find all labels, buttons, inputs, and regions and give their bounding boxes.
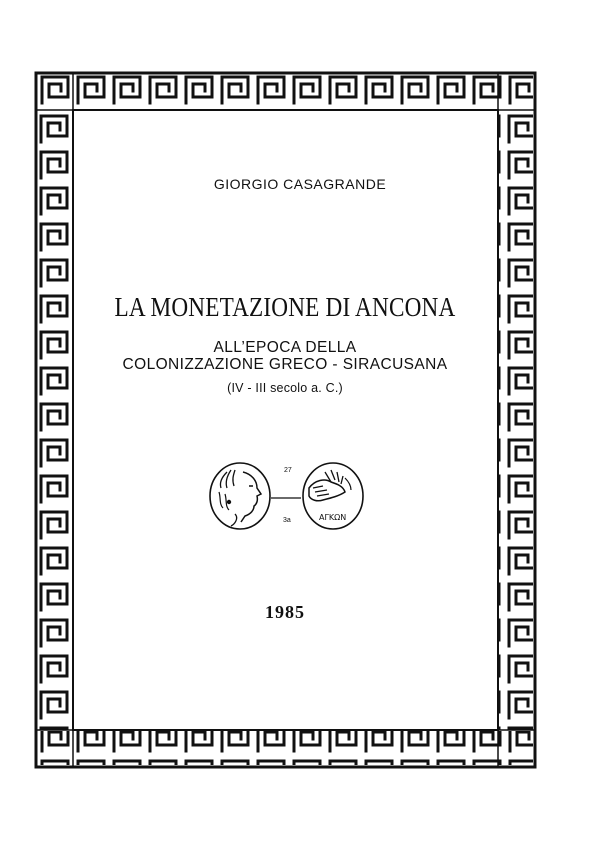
- subtitle-date-range: (IV - III secolo a. C.): [227, 381, 343, 395]
- subtitle-line-1: ALL’EPOCA DELLA: [213, 339, 357, 356]
- coin-mark-top: 27: [284, 467, 292, 474]
- publication-year: 1985: [265, 602, 305, 622]
- coin-mark-bottom: 3a: [283, 517, 291, 524]
- coin-legend: ΑΓΚΩΝ: [319, 513, 347, 522]
- author-name: GIORGIO CASAGRANDE: [213, 176, 387, 192]
- coin-illustration: [205, 458, 375, 538]
- coin-reverse: [303, 463, 363, 529]
- book-title: LA MONETAZIONE DI ANCONA: [114, 292, 456, 322]
- subtitle-line-2: COLONIZZAZIONE GRECO - SIRACUSANA: [122, 356, 448, 373]
- coin-obverse: [210, 463, 270, 529]
